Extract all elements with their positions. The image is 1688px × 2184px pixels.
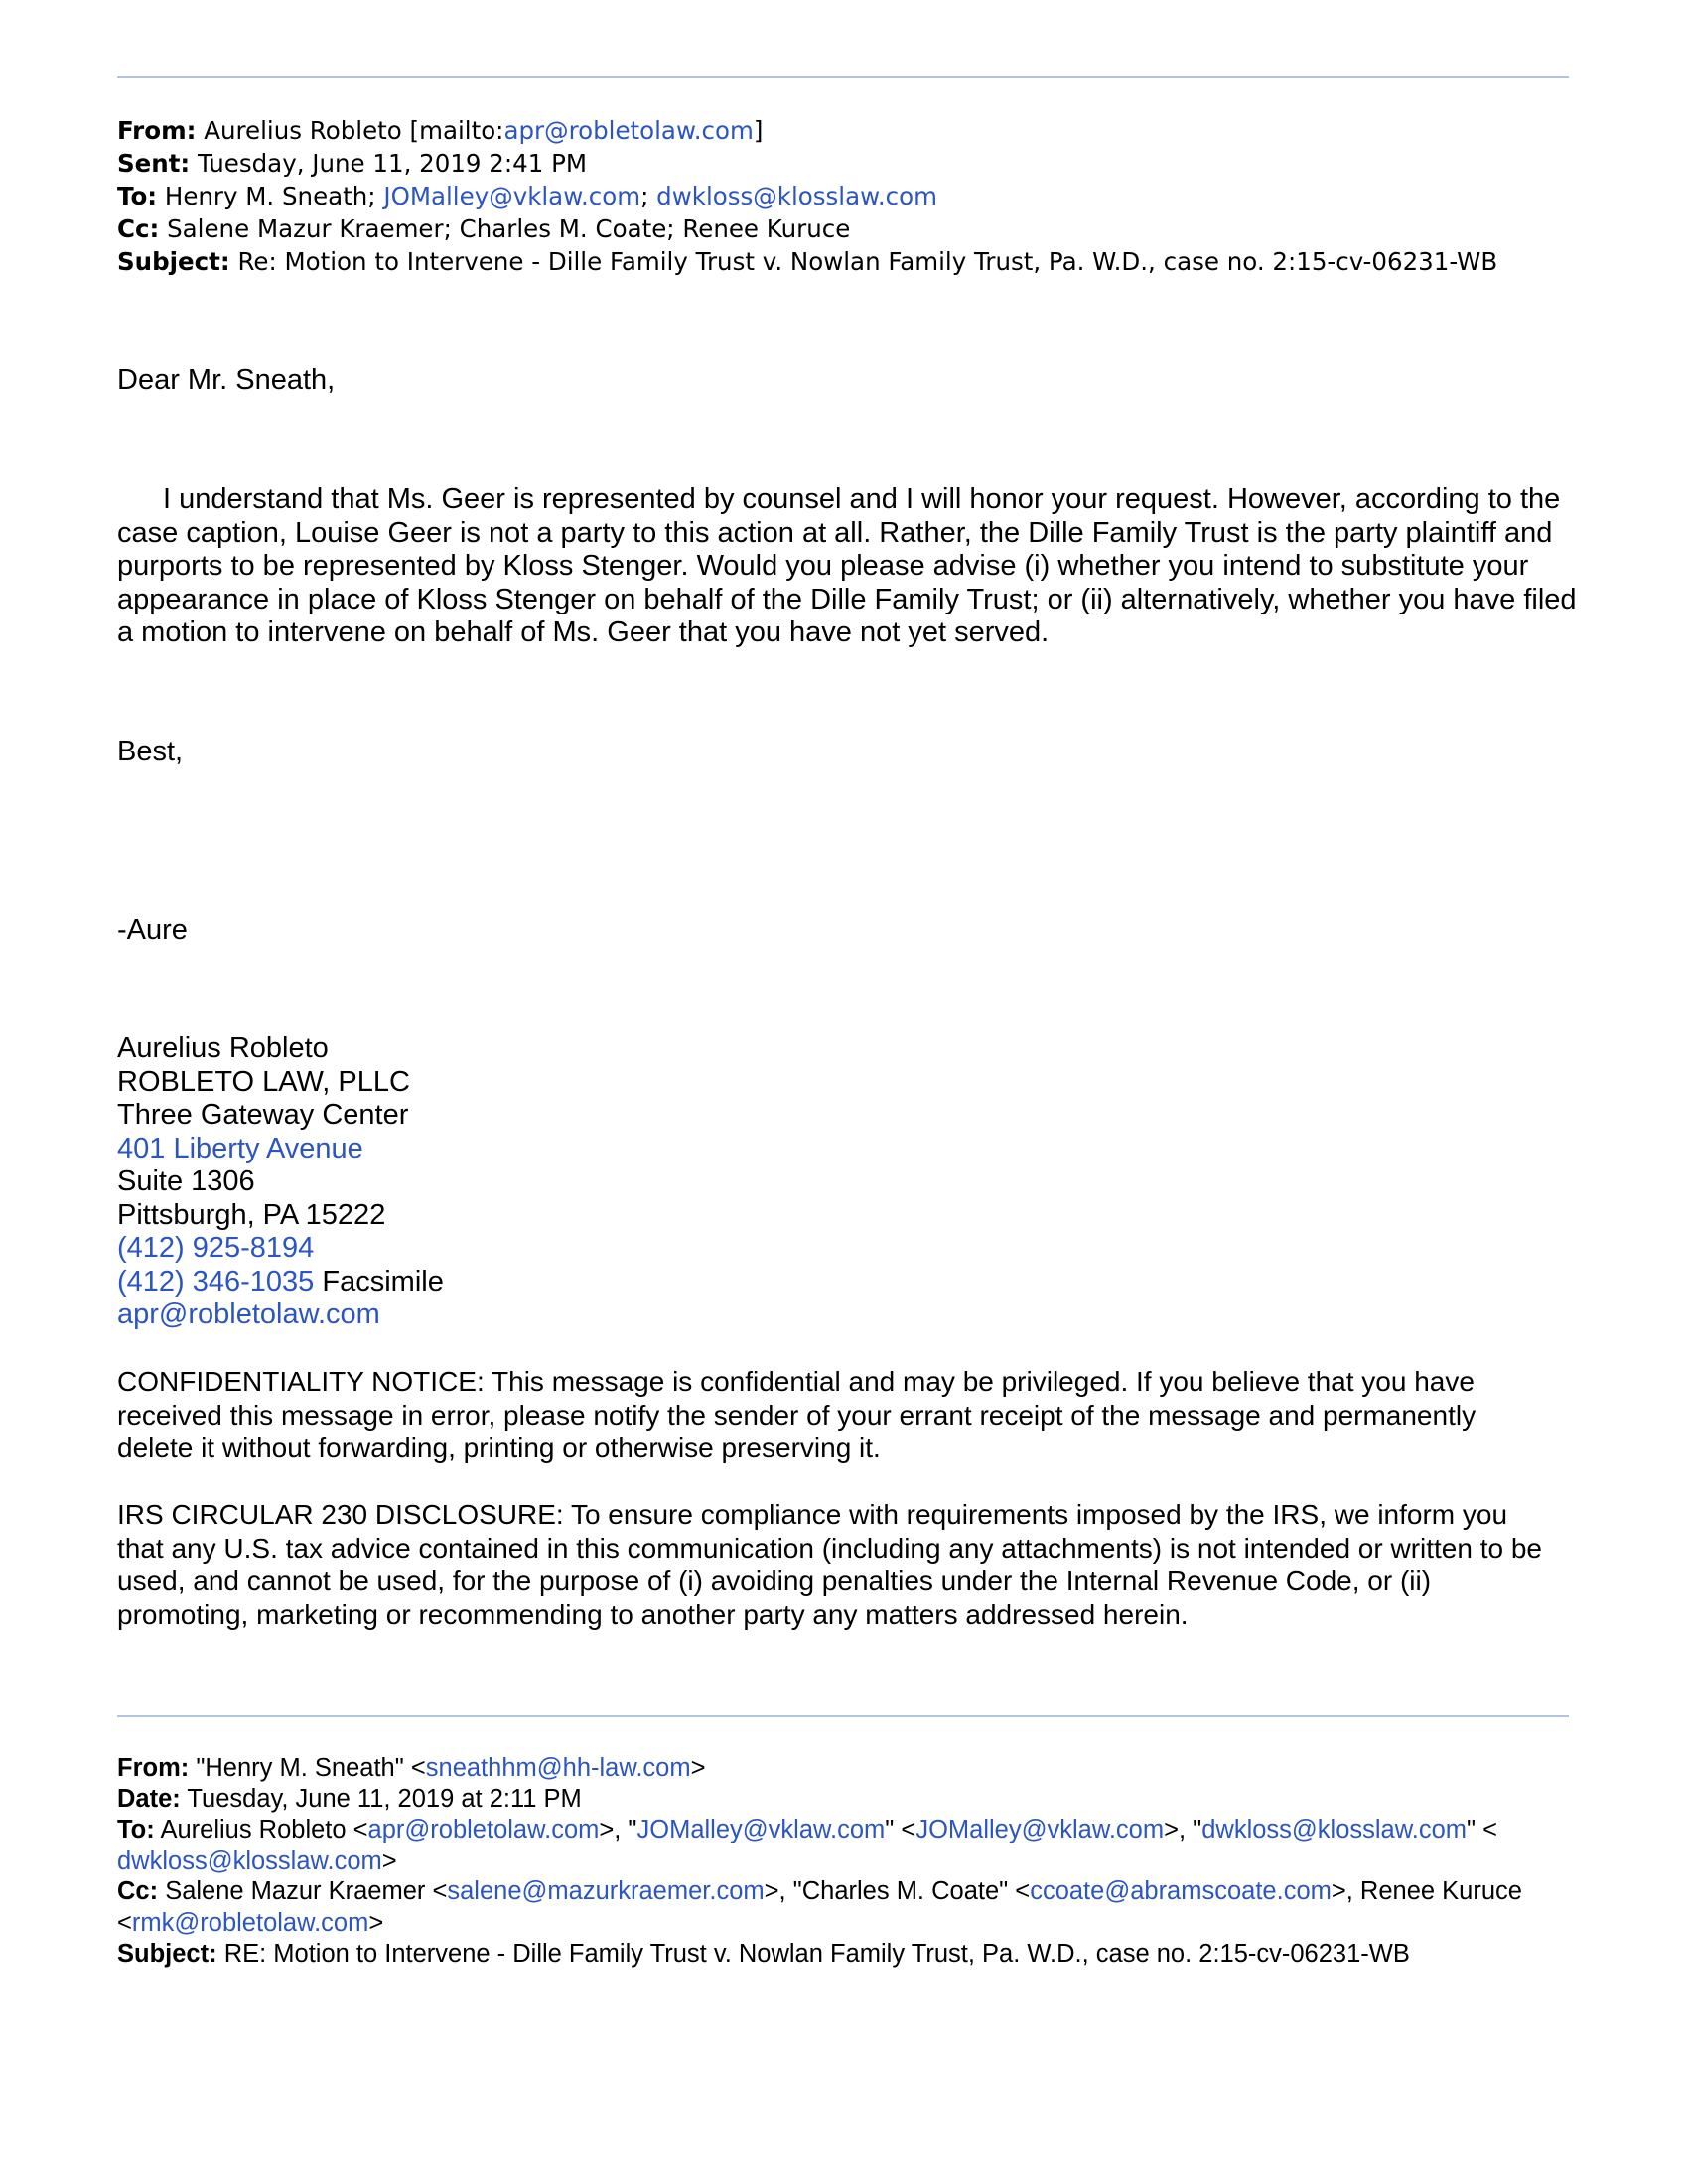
email2-subject-label: Subject: bbox=[117, 1940, 217, 1968]
email2-to-mid2: " < bbox=[885, 1816, 916, 1843]
email2-to-mid1: >, " bbox=[599, 1816, 637, 1843]
email2-cc-end: > bbox=[368, 1908, 384, 1937]
email1-sent-label: Sent: bbox=[117, 149, 191, 178]
email2-to-end: > bbox=[381, 1846, 397, 1875]
signature-block bbox=[117, 1032, 444, 1332]
signature-name: Aurelius Robleto bbox=[117, 1032, 329, 1064]
top-divider bbox=[117, 76, 1569, 78]
email1-from-name: Aurelius Robleto [mailto: bbox=[204, 116, 504, 145]
signature-phone-link[interactable]: (412) 925-8194 bbox=[117, 1232, 315, 1264]
email2-to-label: To: bbox=[117, 1816, 155, 1843]
email2-to-line bbox=[117, 1815, 1577, 1877]
email2-to-name1: Aurelius Robleto < bbox=[160, 1816, 368, 1843]
email2-to-email1-link[interactable]: apr@robletolaw.com bbox=[367, 1816, 600, 1843]
email1-from-email-link[interactable]: apr@robletolaw.com bbox=[503, 116, 754, 145]
confidentiality-notice: CONFIDENTIALITY NOTICE: This message is confidential and may be privileged. If you believe that you have received this message in error, please notify the sender of your errant receipt of the message and permanently delete it without forwarding, printing or otherwise preserving it. bbox=[117, 1366, 1477, 1463]
signature-city: Pittsburgh, PA 15222 bbox=[117, 1198, 386, 1231]
email1-from-label: From: bbox=[117, 116, 197, 145]
email2-cc-email3-link[interactable]: rmk@robletolaw.com bbox=[131, 1908, 369, 1937]
signature-street-link[interactable]: 401 Liberty Avenue bbox=[117, 1132, 363, 1164]
email1-closing: Best, bbox=[117, 736, 184, 767]
email2-to-email3-link[interactable]: JOMalley@vklaw.com bbox=[915, 1816, 1165, 1843]
signature-email-link[interactable]: apr@robletolaw.com bbox=[117, 1298, 380, 1330]
email2-date-line bbox=[117, 1784, 1587, 1816]
email2-cc-label: Cc: bbox=[117, 1877, 159, 1905]
email2-to-email5-link[interactable]: dwkloss@klosslaw.com bbox=[117, 1846, 382, 1875]
email2-from-name: "Henry M. Sneath" < bbox=[196, 1754, 426, 1782]
email1-subject-value: Re: Motion to Intervene - Dille Family Trust v. Nowlan Family Trust, Pa. W.D., case no. 2:15-cv-06231-WB bbox=[237, 247, 1498, 276]
email1-cc-line bbox=[117, 212, 1577, 245]
email2-from-line bbox=[117, 1753, 1587, 1785]
email2-cc-email1-link[interactable]: salene@mazurkraemer.com bbox=[447, 1877, 765, 1905]
email1-sent-value: Tuesday, June 11, 2019 2:41 PM bbox=[198, 149, 588, 178]
email1-cc-label: Cc: bbox=[117, 214, 160, 243]
email2-subject-line bbox=[117, 1939, 1587, 1971]
email2-date-value: Tuesday, June 11, 2019 at 2:11 PM bbox=[187, 1785, 582, 1813]
irs-disclosure: IRS CIRCULAR 230 DISCLOSURE: To ensure compliance with requirements imposed by the IRS, we inform you that any U.S. tax advice contained in this communication (including any attachments) is not intended or written to be used, and cannot be used, for the purpose of (i) avoiding penalties under the Internal Revenue Code, or (ii) promoting, marketing or recommending to another party any matters addressed herein. bbox=[117, 1499, 1542, 1630]
email1-to-line bbox=[117, 180, 1577, 212]
email2-to-email2-link[interactable]: JOMalley@vklaw.com bbox=[636, 1816, 886, 1843]
email2-from-label: From: bbox=[117, 1754, 190, 1782]
signature-fax-line bbox=[117, 1266, 444, 1299]
email1-from-end: ] bbox=[753, 116, 764, 145]
email2-subject-value: RE: Motion to Intervene - Dille Family Trust v. Nowlan Family Trust, Pa. W.D., case no. 2:15-cv-06231-WB bbox=[223, 1940, 1410, 1968]
email1-sent-line bbox=[117, 147, 1577, 180]
quoted-divider bbox=[117, 1715, 1569, 1717]
email1-greeting: Dear Mr. Sneath, bbox=[117, 364, 336, 396]
email1-to-sep: ; bbox=[640, 182, 649, 210]
email1-sign-off: -Aure bbox=[117, 914, 188, 946]
email1-paragraph: I understand that Ms. Geer is represented by counsel and I will honor your request. However, according to the case caption, Louise Geer is not a party to this action at all. Rather, the Dille Family Trust is the party plaintiff and purports to be represented by Kloss Stenger. Would you please advise (i) whether you intend to substitute your appearance in place of Kloss Stenger on behalf of the Dille Family Trust; or (ii) alternatively, whether you have filed a motion to intervene on behalf of Ms. Geer that you have not yet served. bbox=[117, 483, 1577, 648]
signature-suite: Suite 1306 bbox=[117, 1165, 255, 1197]
email1-subject-label: Subject: bbox=[117, 247, 230, 276]
email2-cc-mid2: >, Renee Kuruce < bbox=[117, 1877, 1522, 1937]
email2-from-end: > bbox=[690, 1754, 706, 1782]
email2-date-label: Date: bbox=[117, 1785, 181, 1813]
email1-to-email2-link[interactable]: dwkloss@klosslaw.com bbox=[656, 182, 938, 210]
email1-cc-value: Salene Mazur Kraemer; Charles M. Coate; Renee Kuruce bbox=[167, 214, 851, 243]
email2-cc-line bbox=[117, 1876, 1577, 1939]
email2-cc-mid1: >, "Charles M. Coate" < bbox=[764, 1877, 1031, 1905]
email1-to-name: Henry M. Sneath; bbox=[164, 182, 376, 210]
email1-from-line bbox=[117, 114, 1577, 147]
signature-fax-label: Facsimile bbox=[322, 1265, 444, 1297]
email2-to-mid4: " < bbox=[1467, 1816, 1498, 1843]
signature-building: Three Gateway Center bbox=[117, 1099, 409, 1131]
email2-from-email-link[interactable]: sneathhm@hh-law.com bbox=[425, 1754, 691, 1782]
email2-to-mid3: >, " bbox=[1164, 1816, 1202, 1843]
email2-to-email4-link[interactable]: dwkloss@klosslaw.com bbox=[1201, 1816, 1468, 1843]
email1-subject-line bbox=[117, 245, 1577, 278]
signature-firm: ROBLETO LAW, PLLC bbox=[117, 1065, 410, 1098]
email2-cc-email2-link[interactable]: ccoate@abramscoate.com bbox=[1030, 1877, 1332, 1905]
email1-to-email1-link[interactable]: JOMalley@vklaw.com bbox=[383, 182, 641, 210]
signature-fax-link[interactable]: (412) 346-1035 bbox=[117, 1265, 315, 1297]
email2-cc-name1: Salene Mazur Kraemer < bbox=[165, 1877, 448, 1905]
email1-to-label: To: bbox=[117, 182, 158, 210]
